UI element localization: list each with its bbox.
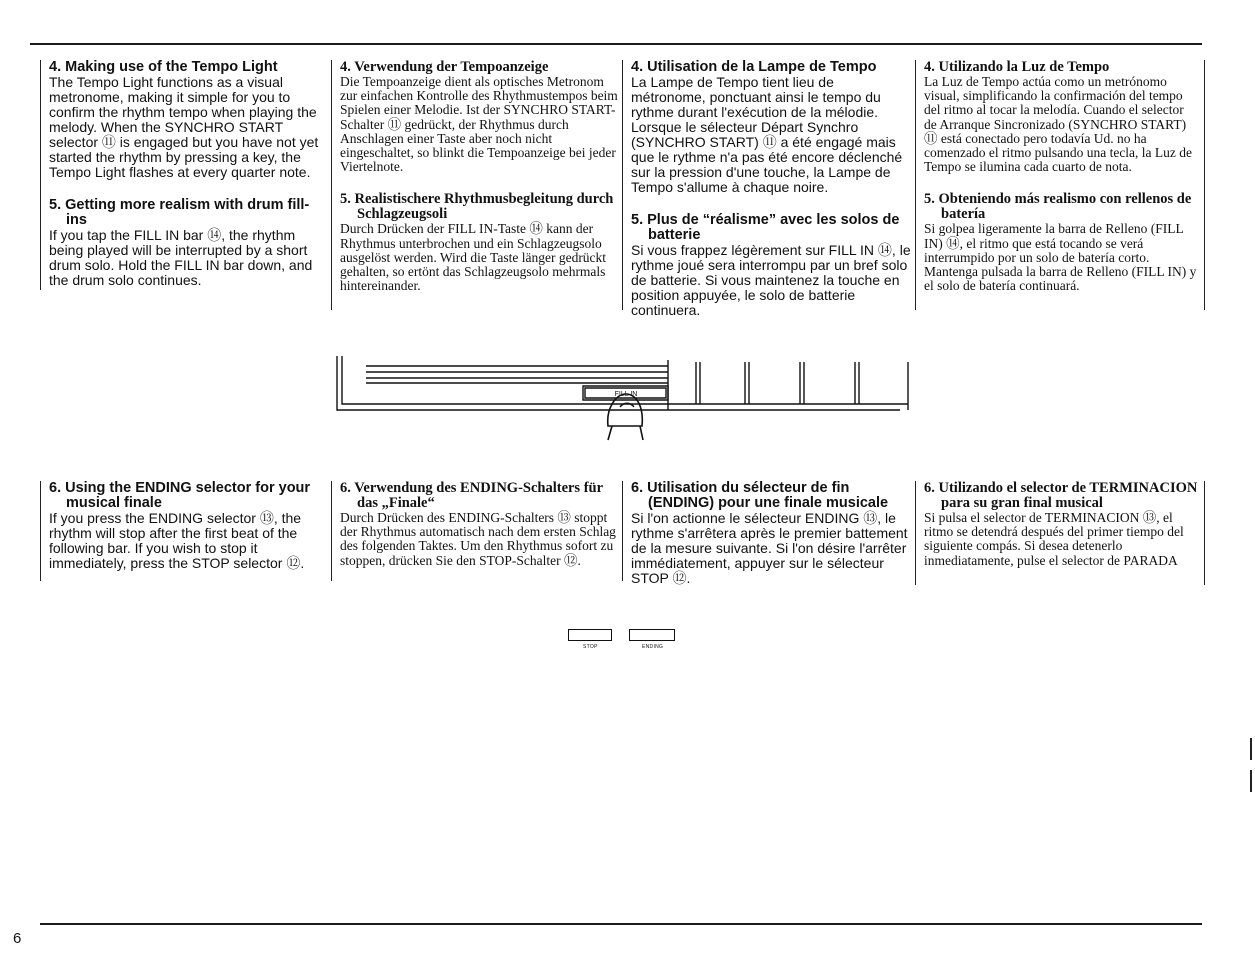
- section-title: 5. Getting more realism with drum fill-ins: [49, 197, 310, 228]
- col-es-bottom: [915, 481, 1205, 585]
- page-number: 6: [13, 930, 22, 947]
- top-rule: [30, 43, 1202, 45]
- col-en-top: [40, 60, 328, 290]
- scan-mark: [1250, 770, 1252, 792]
- fill-in-illustration: [330, 352, 920, 442]
- section-title: 4. Verwendung der Tempoanzeige: [340, 59, 549, 75]
- section-title: 5. Obteniendo más realismo con rellenos de batería: [924, 191, 1192, 223]
- col-fr-bottom: [622, 480, 912, 586]
- col-es-top: [915, 60, 1205, 310]
- fill-in-label: FILL IN: [614, 391, 638, 398]
- section-title: 5. Realistischere Rhythmusbegleitung durch Schlagzeugsoli: [340, 191, 614, 223]
- col-fr-top: [622, 59, 912, 318]
- section-body: Si l'on actionne le sélecteur ENDING ⑬, le rythme s'arrêtera après le premier battement de la mesure suivante. Si l'on désire l'arrêter immédiatement, appuyer sur le sélecteur STOP ⑫.: [631, 510, 908, 586]
- section-title: 6. Verwendung des ENDING-Schalters für das „Finale“: [340, 480, 603, 511]
- ending-label: ENDING: [642, 644, 664, 650]
- section-body: If you tap the FILL IN bar ⑭, the rhythm being played will be interrupted by a short drum solo. Hold the FILL IN bar down, and the drum solo continues.: [49, 227, 313, 288]
- stop-label: STOP: [583, 644, 598, 650]
- section-title: 4. Making use of the Tempo Light: [49, 59, 278, 75]
- section-body: The Tempo Light functions as a visual metronome, making it simple for you to confirm the rhythm tempo when playing the melody. When the SYNCHRO START selector ⑪ is engaged but you have not yet started the rhythm by pressing a key, the Tempo Light flashes at every quarter note.: [49, 74, 319, 180]
- section-title: 4. Utilizando la Luz de Tempo: [924, 59, 1110, 75]
- section-body: Si pulsa el selector de TERMINACION ⑬, el ritmo se detendrá después del primer tiempo del siguiente compás. Si desea detenerlo inmediatamente, pulse el selector de PARADA: [924, 510, 1184, 568]
- scan-mark: [1250, 738, 1252, 760]
- section-body: If you press the ENDING selector ⑬, the rhythm will stop after the first beat of the following bar. If you wish to stop it immediately, press the STOP selector ⑫.: [49, 510, 305, 571]
- section-title: 6. Utilisation du sélecteur de fin (ENDING) pour une finale musicale: [631, 480, 889, 511]
- section-title: 6. Using the ENDING selector for your musical finale: [49, 480, 311, 511]
- stop-button-drawing: [568, 629, 612, 641]
- section-body: La Luz de Tempo actúa como un metrónomo visual, simplificando la confirmación del tempo del ritmo al tocar la melodía. Cuando el selector de Arranque Sincronizado (SYNCHRO START) ⑪ está conectado pero todavía Ud. no ha comenzado el ritmo pulsando una tecla, la Luz de Tempo se ilumina cada cuarto de nota.: [924, 74, 1193, 175]
- stop-ending-illustration: [568, 629, 688, 655]
- section-body: Durch Drücken des ENDING-Schalters ⑬ stoppt der Rhythmus automatisch nach dem ersten Schlag des folgenden Taktes. Um den Rhythmus sofort zu stoppen, drücken Sie den STOP-Schalter ⑫.: [340, 510, 616, 568]
- section-body: Si vous frappez légèrement sur FILL IN ⑭, le rythme joué sera interrompu par un bref solo de batterie. Si vous maintenez la touche en position appuyée, le solo de batterie continuera.: [631, 242, 911, 318]
- ending-button-drawing: [629, 629, 675, 641]
- section-title: 4. Utilisation de la Lampe de Tempo: [631, 59, 877, 75]
- section-title: 6. Utilizando el selector de TERMINACION para su gran final musical: [924, 480, 1198, 511]
- col-en-bottom: [40, 481, 328, 581]
- section-body: La Lampe de Tempo tient lieu de métronome, ponctuant ainsi le tempo du rythme durant l'exécution de la mélodie. Lorsque le sélecteur Départ Synchro (SYNCHRO START) ⑪ a été engagé mais que le rythme n'a pas été encore déclenché sur la pression d'une touche, la Lampe de Tempo s'allume à chaque noire.: [631, 74, 903, 195]
- col-de-top: [331, 60, 619, 310]
- section-body: Si golpea ligeramente la barra de Relleno (FILL IN) ⑭, el ritmo que está tocando se verá interrumpido por un solo de batería corto. Mantenga pulsada la barra de Relleno (FILL IN) y el solo de batería continuará.: [924, 221, 1197, 294]
- bottom-rule: [40, 923, 1202, 925]
- section-body: Durch Drücken der FILL IN-Taste ⑭ kann der Rhythmus unterbrochen und ein Schlagzeugsolo ausgelöst werden. Wird die Taste länger gedrückt gehalten, so ertönt das Schlagzeugsolo mehrmals hintereinander.: [340, 221, 607, 294]
- section-title: 5. Plus de “réalisme” avec les solos de batterie: [631, 212, 900, 243]
- col-de-bottom: [331, 481, 619, 581]
- section-body: Die Tempoanzeige dient als optisches Metronom zur einfachen Kontrolle des Rhythmustempos beim Spielen einer Melodie. Ist der SYNCHRO START-Schalter ⑪ gedrückt, der Rhythmus durch Anschlagen einer Taste aber noch nicht eingeschaltet, so blinkt die Tempoanzeige bei jeder Viertelnote.: [340, 74, 618, 175]
